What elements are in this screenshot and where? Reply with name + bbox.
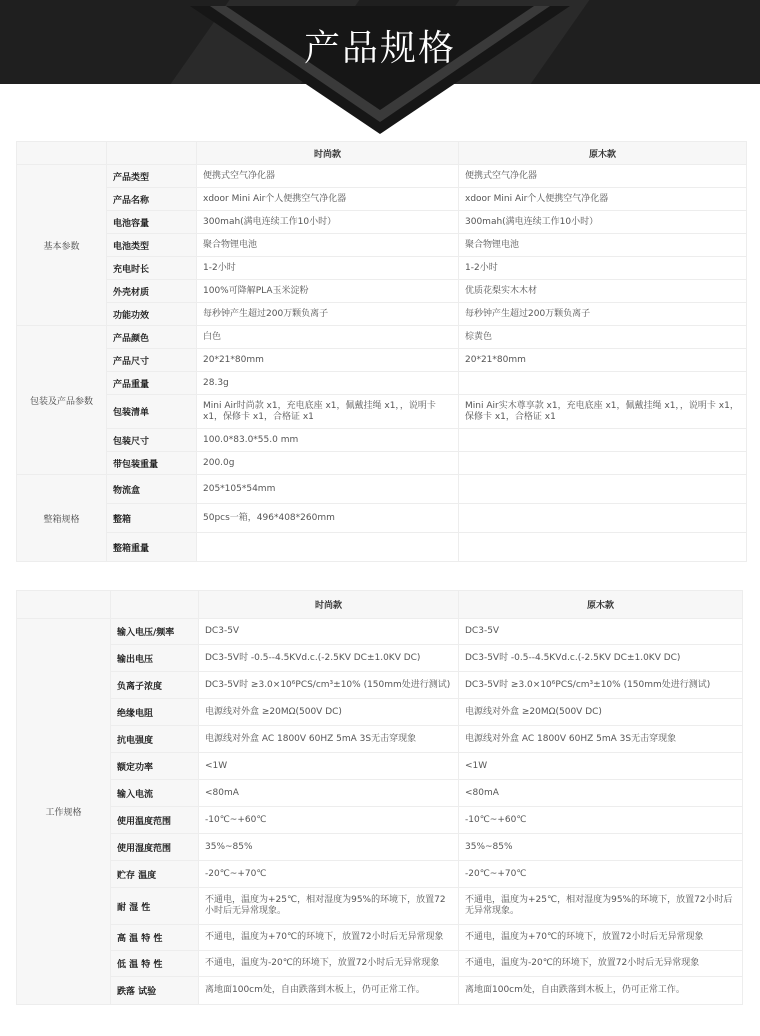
table-row bbox=[17, 977, 743, 1005]
value-wood: DC3-5V bbox=[459, 619, 743, 645]
group-label: 包装及产品参数 bbox=[17, 326, 107, 475]
row-label: 电池容量 bbox=[107, 211, 197, 234]
value-fashion: 28.3g bbox=[197, 372, 459, 395]
header-blank-cell bbox=[111, 591, 199, 619]
table-row bbox=[17, 726, 743, 753]
table-row bbox=[17, 699, 743, 726]
value-wood bbox=[459, 504, 747, 533]
row-label: 产品重量 bbox=[107, 372, 197, 395]
value-wood: 聚合物锂电池 bbox=[459, 234, 747, 257]
column-header-wood: 原木款 bbox=[459, 142, 747, 165]
table-row bbox=[17, 533, 747, 562]
value-fashion: 不通电，温度为-20℃的环境下，放置72小时后无异常现象 bbox=[199, 951, 459, 977]
header-blank-cell bbox=[17, 142, 107, 165]
value-wood: Mini Air实木尊享款 x1，充电底座 x1，佩戴挂绳 x1，，说明卡 x1，保修卡 x1，合格证 x1 bbox=[459, 395, 747, 429]
value-wood bbox=[459, 452, 747, 475]
header-blank-cell bbox=[17, 591, 111, 619]
table-header-row bbox=[17, 142, 747, 165]
row-label: 使用湿度范围 bbox=[111, 834, 199, 861]
table-row bbox=[17, 257, 747, 280]
value-fashion: 电源线对外盒 AC 1800V 60HZ 5mA 3S无击穿现象 bbox=[199, 726, 459, 753]
row-label: 物流盒 bbox=[107, 475, 197, 504]
value-wood: xdoor Mini Air个人便携空气净化器 bbox=[459, 188, 747, 211]
value-wood: 便携式空气净化器 bbox=[459, 165, 747, 188]
table-row bbox=[17, 753, 743, 780]
value-wood: 不通电，温度为-20℃的环境下，放置72小时后无异常现象 bbox=[459, 951, 743, 977]
value-wood: 35%~85% bbox=[459, 834, 743, 861]
value-wood: 优质花梨实木木材 bbox=[459, 280, 747, 303]
value-fashion: 离地面100cm处，自由跌落到木板上，仍可正常工作。 bbox=[199, 977, 459, 1005]
value-fashion: 20*21*80mm bbox=[197, 349, 459, 372]
value-wood: 不通电，温度为+70℃的环境下，放置72小时后无异常现象 bbox=[459, 925, 743, 951]
value-wood bbox=[459, 429, 747, 452]
column-header-wood: 原木款 bbox=[459, 591, 743, 619]
row-label: 使用温度范围 bbox=[111, 807, 199, 834]
value-fashion: xdoor Mini Air个人便携空气净化器 bbox=[197, 188, 459, 211]
row-label: 电池类型 bbox=[107, 234, 197, 257]
value-wood: DC3-5V时 -0.5--4.5KVd.c.(-2.5KV DC±1.0KV DC) bbox=[459, 645, 743, 672]
row-label: 耐 湿 性 bbox=[111, 888, 199, 925]
value-wood bbox=[459, 475, 747, 504]
row-label: 产品尺寸 bbox=[107, 349, 197, 372]
row-label: 包装尺寸 bbox=[107, 429, 197, 452]
value-fashion: 不通电，温度为+25℃，相对湿度为95%的环境下，放置72小时后无异常现象。 bbox=[199, 888, 459, 925]
table-row bbox=[17, 951, 743, 977]
spec-table-basic bbox=[16, 141, 747, 562]
header-blank-cell bbox=[107, 142, 197, 165]
value-wood: 300mah(满电连续工作10小时） bbox=[459, 211, 747, 234]
table-row bbox=[17, 234, 747, 257]
row-label: 输入电压/频率 bbox=[111, 619, 199, 645]
table-row bbox=[17, 303, 747, 326]
table-row bbox=[17, 188, 747, 211]
value-wood: 棕黄色 bbox=[459, 326, 747, 349]
value-wood: 电源线对外盒 ≥20MΩ(500V DC) bbox=[459, 699, 743, 726]
value-fashion: -10℃~+60℃ bbox=[199, 807, 459, 834]
row-label: 包装清单 bbox=[107, 395, 197, 429]
row-label: 负离子浓度 bbox=[111, 672, 199, 699]
row-label: 输出电压 bbox=[111, 645, 199, 672]
table-row bbox=[17, 504, 747, 533]
row-label: 抗电强度 bbox=[111, 726, 199, 753]
row-label: 跌落 试验 bbox=[111, 977, 199, 1005]
table-row bbox=[17, 475, 747, 504]
row-label: 产品名称 bbox=[107, 188, 197, 211]
value-fashion: 50pcs一箱，496*408*260mm bbox=[197, 504, 459, 533]
value-wood: 不通电，温度为+25℃，相对湿度为95%的环境下，放置72小时后无异常现象。 bbox=[459, 888, 743, 925]
value-wood: -20℃~+70℃ bbox=[459, 861, 743, 888]
row-label: 高 温 特 性 bbox=[111, 925, 199, 951]
value-fashion: 35%~85% bbox=[199, 834, 459, 861]
value-fashion: <80mA bbox=[199, 780, 459, 807]
table-row bbox=[17, 372, 747, 395]
table-row bbox=[17, 834, 743, 861]
value-wood: 20*21*80mm bbox=[459, 349, 747, 372]
group-label: 整箱规格 bbox=[17, 475, 107, 562]
value-fashion: DC3-5V时 -0.5--4.5KVd.c.(-2.5KV DC±1.0KV DC) bbox=[199, 645, 459, 672]
table-row bbox=[17, 280, 747, 303]
value-fashion: DC3-5V时 ≥3.0×10⁶PCS/cm³±10% (150mm处进行测试) bbox=[199, 672, 459, 699]
table-row bbox=[17, 452, 747, 475]
row-label: 外壳材质 bbox=[107, 280, 197, 303]
table-row bbox=[17, 780, 743, 807]
value-fashion: 电源线对外盒 ≥20MΩ(500V DC) bbox=[199, 699, 459, 726]
row-label: 整箱重量 bbox=[107, 533, 197, 562]
table-row bbox=[17, 395, 747, 429]
value-wood: 1-2小时 bbox=[459, 257, 747, 280]
row-label: 带包装重量 bbox=[107, 452, 197, 475]
table-header-row bbox=[17, 591, 743, 619]
table-row bbox=[17, 888, 743, 925]
row-label: 贮存 温度 bbox=[111, 861, 199, 888]
row-label: 输入电流 bbox=[111, 780, 199, 807]
row-label: 充电时长 bbox=[107, 257, 197, 280]
table-row bbox=[17, 349, 747, 372]
group-label: 工作规格 bbox=[17, 619, 111, 1005]
row-label: 产品颜色 bbox=[107, 326, 197, 349]
value-wood: 每秒钟产生超过200万颗负离子 bbox=[459, 303, 747, 326]
group-label: 基本参数 bbox=[17, 165, 107, 326]
value-wood bbox=[459, 372, 747, 395]
value-fashion: 100.0*83.0*55.0 mm bbox=[197, 429, 459, 452]
value-wood: <1W bbox=[459, 753, 743, 780]
spec-table-working bbox=[16, 590, 743, 1005]
value-fashion: -20℃~+70℃ bbox=[199, 861, 459, 888]
column-header-fashion: 时尚款 bbox=[199, 591, 459, 619]
table-row bbox=[17, 429, 747, 452]
value-fashion bbox=[197, 533, 459, 562]
value-fashion: DC3-5V bbox=[199, 619, 459, 645]
table-row bbox=[17, 326, 747, 349]
row-label: 功能功效 bbox=[107, 303, 197, 326]
column-header-fashion: 时尚款 bbox=[197, 142, 459, 165]
value-wood: <80mA bbox=[459, 780, 743, 807]
value-wood: 离地面100cm处，自由跌落到木板上，仍可正常工作。 bbox=[459, 977, 743, 1005]
value-fashion: 不通电，温度为+70℃的环境下，放置72小时后无异常现象 bbox=[199, 925, 459, 951]
value-wood bbox=[459, 533, 747, 562]
value-wood: -10℃~+60℃ bbox=[459, 807, 743, 834]
value-wood: 电源线对外盒 AC 1800V 60HZ 5mA 3S无击穿现象 bbox=[459, 726, 743, 753]
row-label: 绝缘电阻 bbox=[111, 699, 199, 726]
value-fashion: 便携式空气净化器 bbox=[197, 165, 459, 188]
table-row bbox=[17, 211, 747, 234]
table-row bbox=[17, 861, 743, 888]
table-row bbox=[17, 672, 743, 699]
table-row bbox=[17, 925, 743, 951]
row-label: 产品类型 bbox=[107, 165, 197, 188]
value-fashion: 300mah(满电连续工作10小时） bbox=[197, 211, 459, 234]
table-row bbox=[17, 619, 743, 645]
value-fashion: 每秒钟产生超过200万颗负离子 bbox=[197, 303, 459, 326]
table-row bbox=[17, 807, 743, 834]
value-fashion: <1W bbox=[199, 753, 459, 780]
value-fashion: 200.0g bbox=[197, 452, 459, 475]
value-fashion: 白色 bbox=[197, 326, 459, 349]
value-fashion: Mini Air时尚款 x1，充电底座 x1，佩戴挂绳 x1，，说明卡 x1，保修卡 x1，合格证 x1 bbox=[197, 395, 459, 429]
value-wood: DC3-5V时 ≥3.0×10⁶PCS/cm³±10% (150mm处进行测试) bbox=[459, 672, 743, 699]
row-label: 额定功率 bbox=[111, 753, 199, 780]
value-fashion: 100%可降解PLA玉米淀粉 bbox=[197, 280, 459, 303]
value-fashion: 1-2小时 bbox=[197, 257, 459, 280]
value-fashion: 205*105*54mm bbox=[197, 475, 459, 504]
row-label: 低 温 特 性 bbox=[111, 951, 199, 977]
table-row bbox=[17, 645, 743, 672]
table-row bbox=[17, 165, 747, 188]
row-label: 整箱 bbox=[107, 504, 197, 533]
page-title: 产品规格 bbox=[303, 28, 456, 69]
value-fashion: 聚合物锂电池 bbox=[197, 234, 459, 257]
